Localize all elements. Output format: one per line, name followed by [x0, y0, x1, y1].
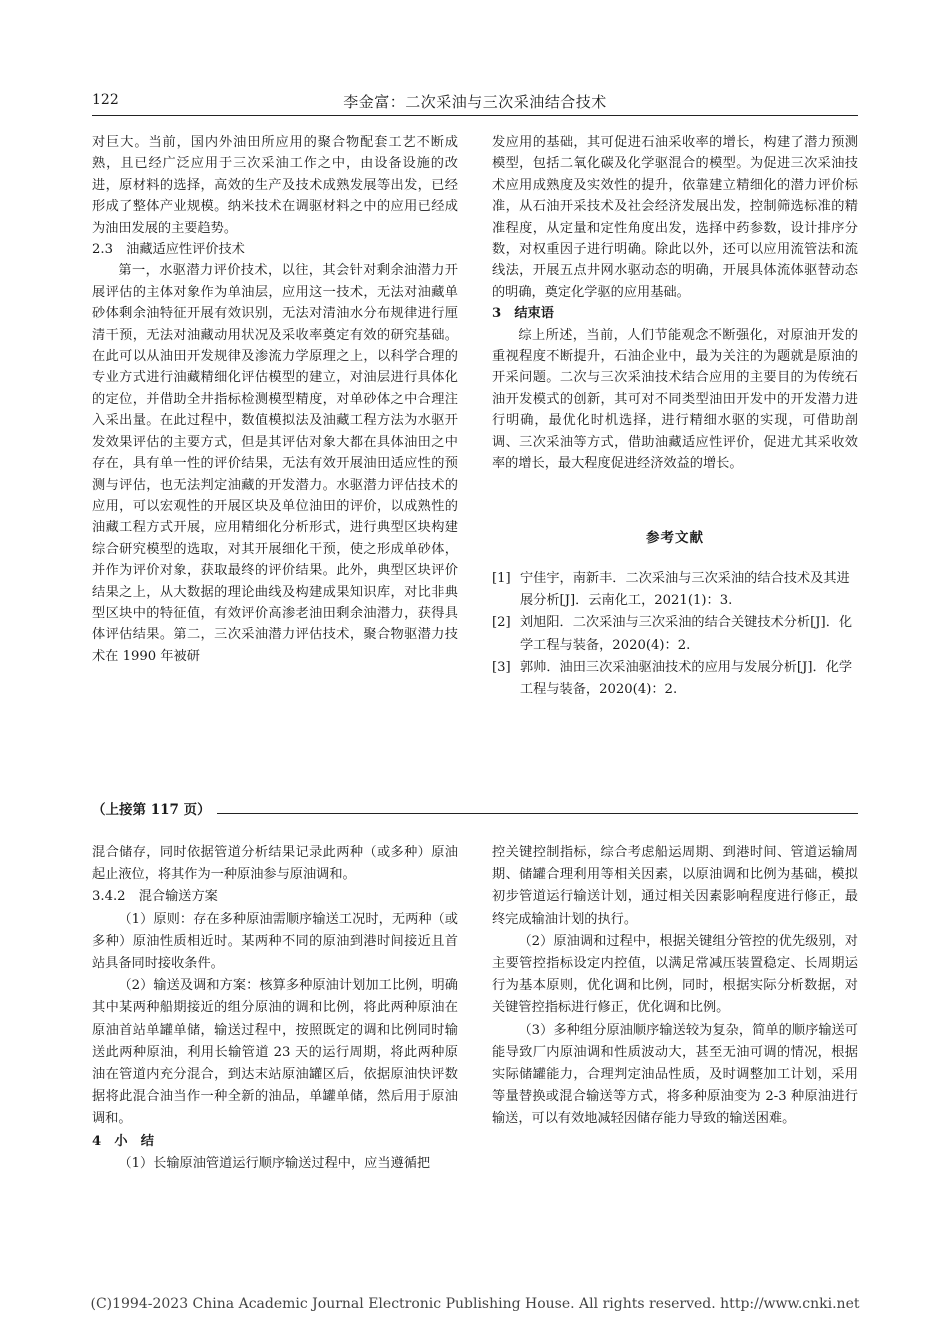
- paragraph: （3）多种组分原油顺序输送较为复杂，简单的顺序输送可能导致厂内原油调和性质波动大，甚至无油可调的情况，根据实际储罐能力，合理判定油品性质，及时调整加工计划，采用等量替换或混合输送等方式，将多种原油变为 2-3 种原油进行输送，可以有效地减轻因储存能力导致的输送困难。: [492, 1022, 858, 1127]
- bottom-left-column: [92, 842, 458, 1175]
- section-heading-4: 4 小 结: [92, 1133, 154, 1149]
- references-list: [492, 568, 862, 701]
- paragraph: 综上所述，当前，人们节能观念不断强化，对原油开发的重视程度不断提升，石油企业中，最为关注的为题就是原油的开采问题。二次与三次采油技术结合应用的主要目的为传统石油开发模式的创新，其可对不同类型油田开发中的开发潜力进行明确，最优化时机选择，进行精细水驱的实现，可借助剖调、三次采油等方式，借助油藏适应性评价，促进尤其采收效率的增长，最大程度促进经济效益的增长。: [492, 327, 858, 472]
- paragraph: 发应用的基础，其可促进石油采收率的增长，构建了潜力预测模型，包括二氧化碳及化学驱混合的模型。为促进三次采油技术应用成熟度及实效性的提升，依靠建立精细化的潜力评价标准，从石油开采技术及社会经济发展出发，控制筛选标准的精准程度，从定量和定性角度出发，选择中药参数，设计排序分数，对权重因子进行明确。除此以外，还可以应用流管法和流线法，开展五点井网水驱动态的明确，开展具体流体驱替动态的明确，奠定化学驱的应用基础。: [492, 135, 858, 300]
- section-heading-3-4-2: 3.4.2 混合输送方案: [92, 889, 218, 905]
- copyright-footer: (C)1994-2023 China Academic Journal Electronic Publishing House. All rights reserved. http://www.cnki.net: [90, 1296, 860, 1312]
- paragraph: 控关键控制指标，综合考虑船运周期、到港时间、管道运输周期、储罐合理利用等相关因素，以原油调和比例为基础，模拟初步管道运行输送计划，通过相关因素影响程度进行修正，最终完成输油计划的执行。: [492, 845, 858, 927]
- paragraph: （2）输送及调和方案：核算多种原油计划加工比例，明确其中某两种船期接近的组分原油的调和比例，将此两种原油在原油首站单罐单储，输送过程中，按照既定的调和比例同时输送此两种原油，利用长输管道 23 天的运行周期，将此两种原油在管道内充分混合，到达末站原油罐区后，依据原油快评数据将此混合油当作一种全新的油品，单罐单储，然后用于原油调和。: [92, 978, 458, 1127]
- section-heading-3: 3 结束语: [492, 306, 554, 322]
- paragraph: 混合储存，同时依据管道分析结果记录此两种（或多种）原油起止液位，将其作为一种原油参与原油调和。: [92, 845, 458, 883]
- reference-text: 刘旭阳．二次采油与三次采油的结合关键技术分析[J]．化学工程与装备，2020(4)：2.: [520, 615, 853, 653]
- header-rule: [92, 115, 858, 116]
- continuation-rule: [217, 803, 858, 814]
- page-number: 122: [92, 92, 119, 108]
- paragraph: （1）原则：存在多种原油需顺序输送工况时，无两种（或多种）原油性质相近时。某两种不同的原油到港时间接近且首站具备同时接收条件。: [92, 911, 458, 972]
- reference-number: [3]: [492, 659, 511, 675]
- bottom-right-column: [492, 842, 858, 1131]
- paragraph: （2）原油调和过程中，根据关键组分管控的优先级别，对主要管控指标设定内控值，以满足常减压装置稳定、长周期运行为基本原则，优化调和比例，同时，根据实际分析数据，对关键管控指标进行修正，优化调和比例。: [492, 933, 858, 1016]
- references-title: 参考文献: [646, 530, 704, 546]
- reference-item: [492, 657, 862, 701]
- continuation-label: （上接第 117 页）: [92, 802, 211, 818]
- running-title: 李金富：二次采油与三次采油结合技术: [343, 93, 607, 111]
- top-left-column: [92, 132, 458, 667]
- reference-number: [2]: [492, 615, 511, 631]
- reference-text: 郭帅．油田三次采油驱油技术的应用与发展分析[J]．化学工程与装备，2020(4)：2.: [520, 659, 853, 698]
- paragraph: 对巨大。当前，国内外油田所应用的聚合物配套工艺不断成熟，且已经广泛应用于三次采油工作之中，由设备设施的改进，原材料的选择，高效的生产及技术成熟发展等出发，已经形成了整体产业规模。纳米技术在调驱材料之中的应用已经成为油田发展的主要趋势。: [92, 135, 458, 236]
- reference-item: [492, 568, 862, 612]
- paragraph: （1）长输原油管道运行顺序输送过程中，应当遵循把: [118, 1155, 431, 1171]
- paragraph: 第一，水驱潜力评价技术，以往，其会针对剩余油潜力开展评估的主体对象作为单油层，应用这一技术，无法对油藏单砂体剩余油特征开展有效识别，无法对清油水分布规律进行厘清干预，无法对油藏动用状况及采收率奠定有效的研究基础。在此可以从油田开发规律及渗流力学原理之上，以科学合理的专业方式进行油藏精细化评估模型的建立，对油层进行具体化的定位，并借助全井指标检测模型精度，对单砂体之中合理注入采出量。在此过程中，数值模拟法及油藏工程方法为水驱开发效果评估的主要方式，但是其评估对象大都在具体油田之中存在，具有单一性的评价结果，无法有效开展油田适应性的预测与评估，也无法判定油藏的开发潜力。水驱潜力评估技术的应用，可以宏观性的开展区块及单位油田的评价，以成熟性的油藏工程方式开展，应用精细化分析形式，进行典型区块构建综合研究模型的选取，对其开展细化干预，使之形成单砂体，并作为评价对象，获取最终的评价结果。此外，典型区块评价结果之上，从大数据的理论曲线及构建成果知识库，对比非典型区块中的特征值，有效评价高渗老油田剩余油潜力，获得具体评估结果。第二，三次采油潜力评估技术，聚合物驱潜力技术在 1990 年被研: [92, 263, 458, 664]
- reference-item: [492, 612, 862, 656]
- reference-number: [1]: [492, 571, 511, 586]
- continuation-banner: [92, 797, 858, 819]
- reference-text: 宁佳宇，南新丰．二次采油与三次采油的结合技术及其进展分析[J]．云南化工，2021(1)：3.: [520, 571, 850, 609]
- section-heading-2-3: 2.3 油藏适应性评价技术: [92, 242, 245, 258]
- top-right-column: [492, 132, 858, 475]
